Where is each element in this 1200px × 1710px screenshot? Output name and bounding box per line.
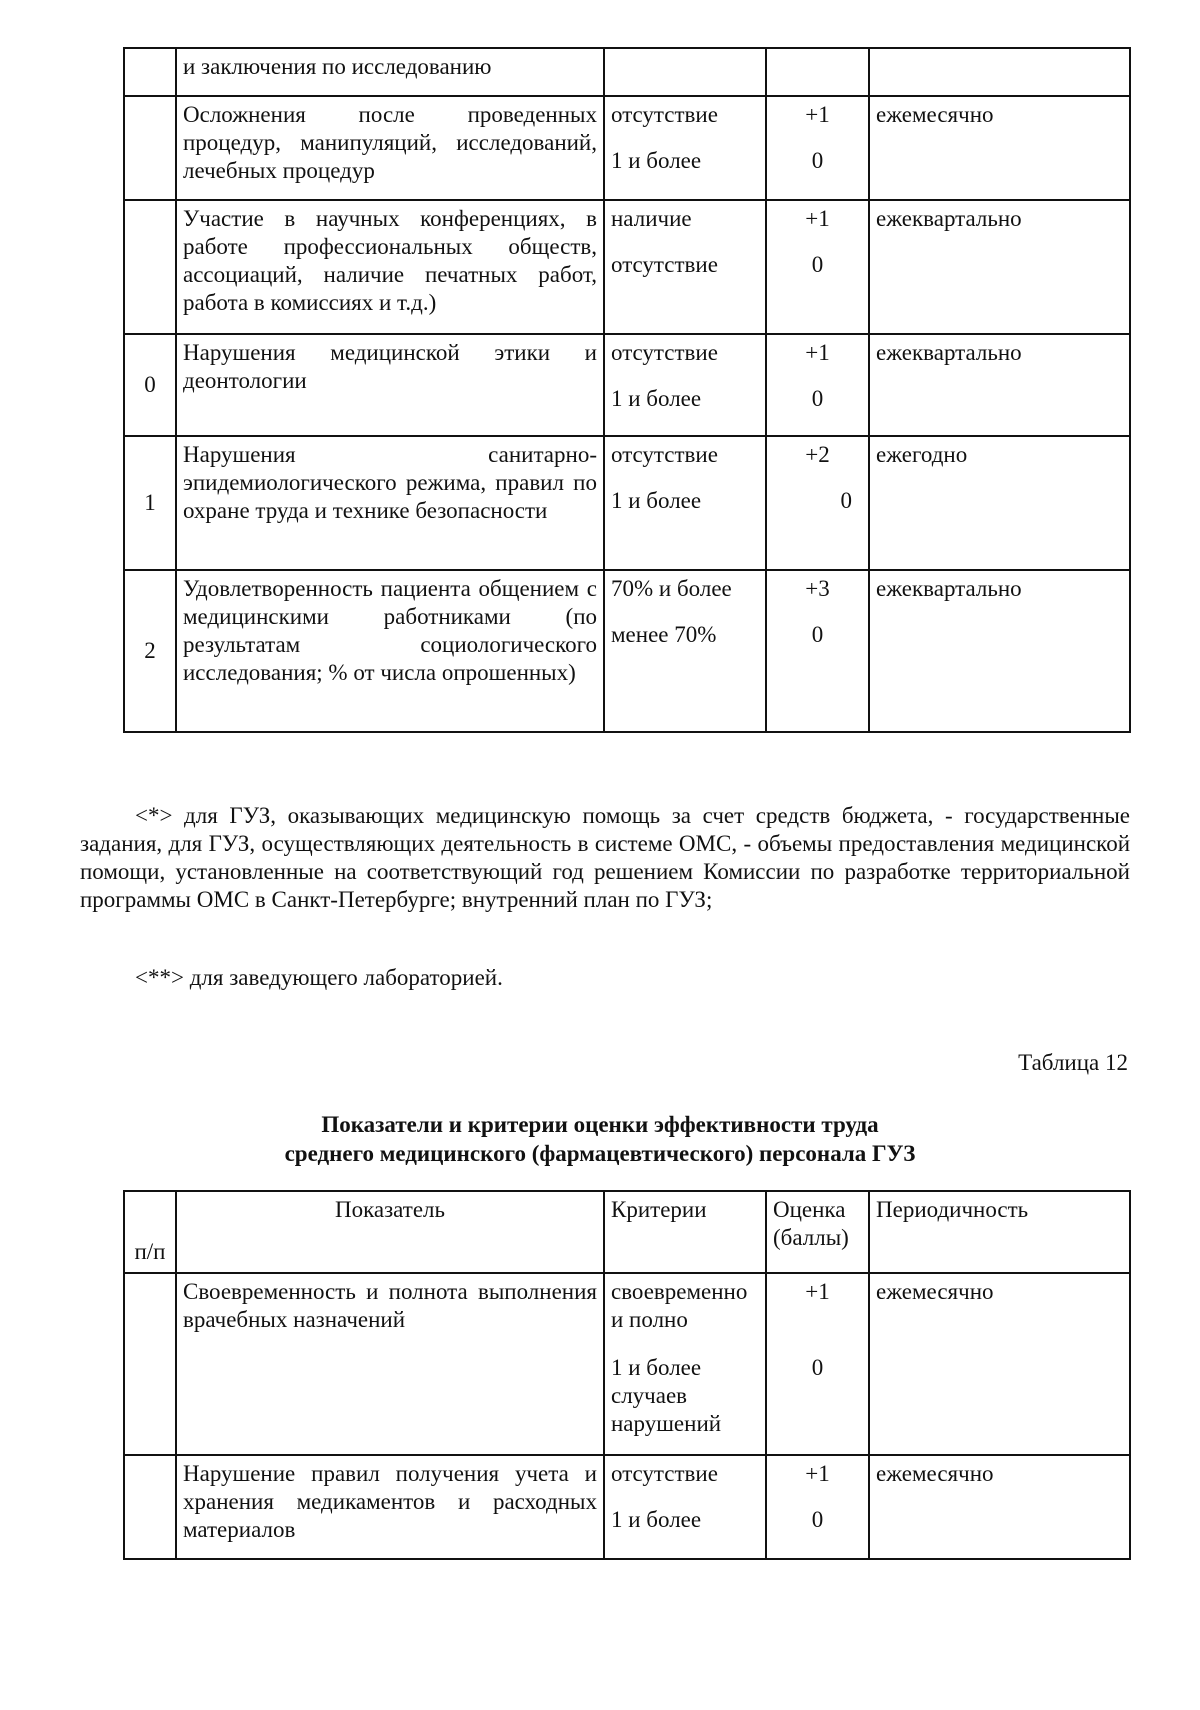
indicator-cell: Удовлетворенность пациента общением с медицинскими работниками (по результатам социологического исследования; % от числа опрошенных) [176, 570, 604, 732]
row-number [124, 200, 176, 334]
header-score-line: Оценка [773, 1197, 846, 1222]
table-title-line: Показатели и критерии оценки эффективности труда [321, 1112, 879, 1137]
table-row [124, 334, 1130, 436]
period-cell: ежеквартально [869, 570, 1130, 732]
indicator-cell: Осложнения после проведенных процедур, манипуляций, исследований, лечебных процедур [176, 96, 604, 200]
table-row [124, 96, 1130, 200]
score-value: 0 [811, 1507, 824, 1532]
indicator-cell: Участие в научных конференциях, в работе профессиональных обществ, ассоциаций, наличие печатных работ, работа в комиссиях и т.д.) [176, 200, 604, 334]
criterion: отсутствие [611, 442, 718, 467]
criterion: 1 и более [611, 488, 702, 513]
criterion: отсутствие [611, 102, 718, 127]
criterion: 1 и более случаев нарушений [611, 1355, 722, 1436]
period-cell: ежегодно [869, 436, 1130, 570]
criteria-cell [604, 1455, 766, 1559]
criteria-cell [604, 570, 766, 732]
score-cell [766, 570, 869, 732]
header-number: п/п [124, 1191, 176, 1273]
indicator-cell: Своевременность и полнота выполнения врачебных назначений [176, 1273, 604, 1455]
row-number: 0 [124, 334, 176, 436]
nursing-staff-criteria-table [123, 1190, 1131, 1560]
score-cell [766, 200, 869, 334]
score-cell [766, 1455, 869, 1559]
header-criteria: Критерии [604, 1191, 766, 1273]
score-cell [766, 96, 869, 200]
row-number: 2 [124, 570, 176, 732]
table-row [124, 436, 1130, 570]
table-row [124, 48, 1130, 96]
score-value: 0 [811, 252, 824, 277]
criteria-cell [604, 48, 766, 96]
criterion: 70% и более [611, 576, 732, 601]
indicator-cell: Нарушения санитарно-эпидемиологического режима, правил по охране труда и технике безопасности [176, 436, 604, 570]
indicator-cell: Нарушение правил получения учета и хранения медикаментов и расходных материалов [176, 1455, 604, 1559]
criteria-cell [604, 436, 766, 570]
header-score [766, 1191, 869, 1273]
header-period: Периодичность [869, 1191, 1130, 1273]
table-header-row [124, 1191, 1130, 1273]
criterion: менее 70% [611, 622, 717, 647]
table-number-label: Таблица 12 [1018, 1050, 1128, 1075]
criteria-cell [604, 1273, 766, 1455]
score-cell [766, 48, 869, 96]
continued-criteria-table [123, 47, 1131, 733]
table-row [124, 1273, 1130, 1455]
table-title [0, 1110, 1200, 1168]
indicator-cell: Нарушения медицинской этики и деонтологии [176, 334, 604, 436]
row-number [124, 48, 176, 96]
score-cell [766, 1273, 869, 1455]
indicator-cell: и заключения по исследованию [176, 48, 604, 96]
score-value: 0 [811, 386, 824, 411]
score-cell [766, 334, 869, 436]
score-value: 0 [811, 1355, 824, 1380]
criterion: отсутствие [611, 252, 718, 277]
row-number [124, 1273, 176, 1455]
score-value: +1 [805, 1279, 830, 1304]
score-value: +1 [805, 340, 830, 365]
period-cell: ежеквартально [869, 334, 1130, 436]
period-cell: ежемесячно [869, 1455, 1130, 1559]
table-row [124, 1455, 1130, 1559]
period-cell [869, 48, 1130, 96]
score-value: +1 [805, 102, 830, 127]
row-number [124, 1455, 176, 1559]
header-indicator: Показатель [176, 1191, 604, 1273]
table-row [124, 570, 1130, 732]
criteria-cell [604, 96, 766, 200]
score-value: +3 [805, 576, 830, 601]
period-cell: ежемесячно [869, 96, 1130, 200]
score-value: 0 [811, 622, 824, 647]
criterion: своевременно и полно [611, 1279, 748, 1332]
criterion: отсутствие [611, 340, 718, 365]
table-row [124, 200, 1130, 334]
criterion: 1 и более [611, 386, 702, 411]
row-number: 1 [124, 436, 176, 570]
criteria-cell [604, 334, 766, 436]
row-number [124, 96, 176, 200]
header-score-line: (баллы) [773, 1225, 849, 1250]
table-title-line: среднего медицинского (фармацевтического) персонала ГУЗ [284, 1141, 916, 1166]
criterion: 1 и более [611, 1507, 702, 1532]
score-value: +1 [805, 1461, 830, 1486]
criteria-cell [604, 200, 766, 334]
score-value: +1 [805, 206, 830, 231]
criterion: 1 и более [611, 148, 702, 173]
score-value: 0 [840, 488, 852, 513]
score-cell [766, 436, 869, 570]
footnote-budget: <*> для ГУЗ, оказывающих медицинскую помощь за счет средств бюджета, - государственные задания, для ГУЗ, осуществляющих деятельность в системе ОМС, - объемы предоставления медицинской помощи, установленные на соответствующий год решением Комиссии по разработке территориальной программы ОМС в Санкт-Петербурге; внутренний план по ГУЗ; [80, 803, 1130, 912]
score-value: +2 [805, 442, 830, 467]
footnote-lab-head: <**> для заведующего лабораторией. [135, 965, 503, 990]
criterion: наличие [611, 206, 692, 231]
period-cell: ежеквартально [869, 200, 1130, 334]
period-cell: ежемесячно [869, 1273, 1130, 1455]
score-value: 0 [811, 148, 824, 173]
criterion: отсутствие [611, 1461, 718, 1486]
